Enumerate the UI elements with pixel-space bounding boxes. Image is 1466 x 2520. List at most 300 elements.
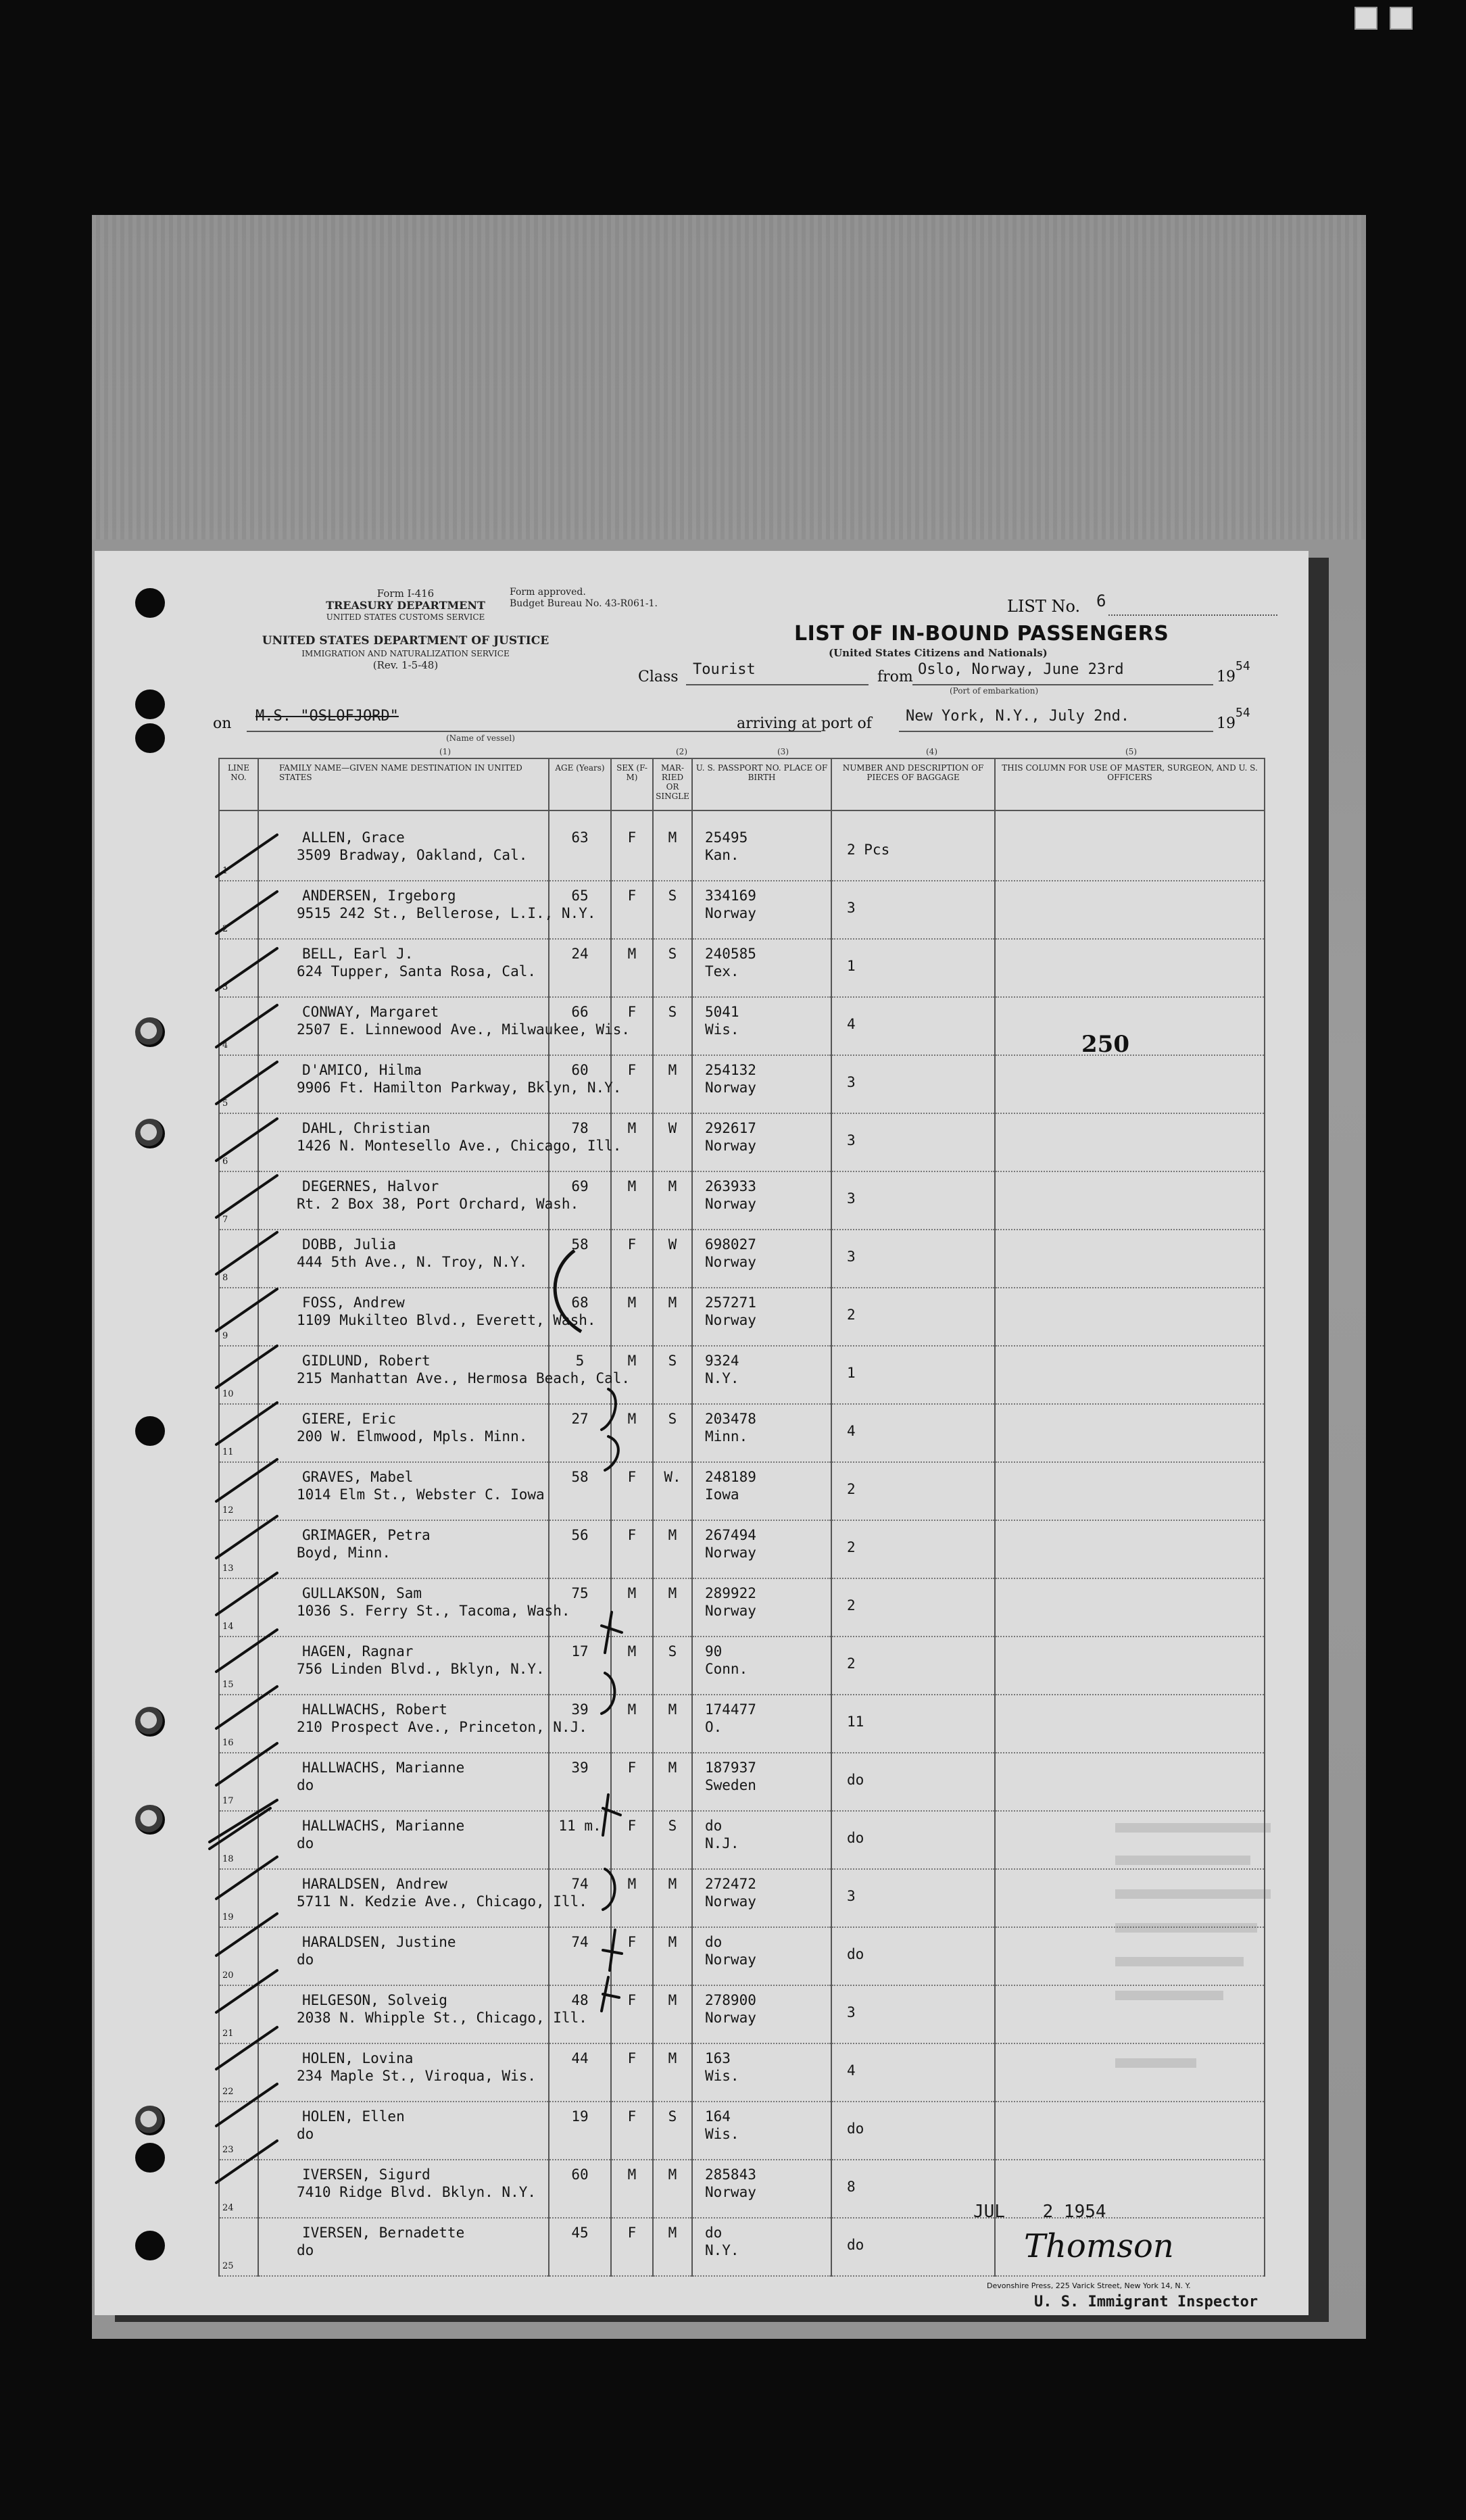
sex-cell-sex: F bbox=[627, 1934, 637, 1950]
passenger-name-dest-name: DAHL, Christian bbox=[302, 1120, 431, 1136]
passport-cell-pp: do bbox=[705, 1818, 723, 1834]
passport-cell-pob: Norway bbox=[705, 1196, 756, 1212]
age-cell-age: 39 bbox=[571, 1701, 589, 1718]
line-number-line: 20 bbox=[222, 1970, 234, 1981]
officer-cell bbox=[995, 1346, 1265, 1404]
passenger-name-dest-name: HARALDSEN, Andrew bbox=[302, 1876, 447, 1892]
baggage-cell bbox=[831, 1113, 995, 1171]
arriving-label: arriving at port of bbox=[737, 715, 872, 732]
age-cell-age: 60 bbox=[571, 1062, 589, 1078]
binder-hole bbox=[135, 1017, 165, 1047]
line-number-line: 22 bbox=[222, 2087, 234, 2097]
passenger-name-dest-dest: 624 Tupper, Santa Rosa, Cal. bbox=[297, 963, 537, 979]
class-label: Class bbox=[638, 669, 679, 685]
table-row bbox=[219, 1578, 1265, 1637]
sex-cell-sex: F bbox=[627, 1818, 637, 1834]
line-number-line: 5 bbox=[222, 1098, 228, 1109]
passport-cell bbox=[692, 1811, 831, 1869]
line-number-line: 10 bbox=[222, 1389, 234, 1399]
marital-cell-ms: W. bbox=[664, 1469, 681, 1485]
marital-cell-ms: S bbox=[668, 1643, 677, 1659]
age-cell-age: 19 bbox=[571, 2108, 589, 2125]
table-row bbox=[219, 1230, 1265, 1288]
line-number-line: 19 bbox=[222, 1912, 234, 1922]
table-header bbox=[219, 758, 1265, 810]
passenger-name-dest-name: HALLWACHS, Robert bbox=[302, 1701, 447, 1718]
age-cell-age: 75 bbox=[571, 1585, 589, 1601]
bleed-through bbox=[1115, 1823, 1271, 1833]
marital-cell-ms: M bbox=[668, 1527, 677, 1543]
age-cell-age: 66 bbox=[571, 1004, 589, 1020]
sex-cell bbox=[611, 881, 653, 939]
line-number-line: 1 bbox=[222, 866, 228, 876]
embarkation-hint: (Port of embarkation) bbox=[950, 686, 1039, 696]
bleed-through bbox=[1115, 1889, 1271, 1899]
passenger-name-dest-name: DOBB, Julia bbox=[302, 1236, 397, 1253]
passenger-name-dest-name: IVERSEN, Bernadette bbox=[302, 2225, 465, 2241]
passport-cell-pob: Norway bbox=[705, 1080, 756, 1096]
col-married: MAR-RIED OR SINGLE bbox=[653, 758, 692, 810]
passenger-name-dest-dest: 215 Manhattan Ave., Hermosa Beach, Cal. bbox=[297, 1370, 631, 1386]
sex-cell bbox=[611, 1288, 653, 1346]
line-number-line: 3 bbox=[222, 982, 228, 992]
sex-cell bbox=[611, 1230, 653, 1288]
sex-cell-sex: F bbox=[627, 888, 637, 904]
baggage-cell-bag: do bbox=[847, 2237, 864, 2253]
baggage-cell bbox=[831, 1171, 995, 1230]
table-row bbox=[219, 1637, 1265, 1695]
passport-cell-pob: Norway bbox=[705, 1952, 756, 1968]
sex-cell-sex: M bbox=[627, 1701, 637, 1718]
bleed-through bbox=[1115, 1856, 1250, 1865]
list-no-value: 6 bbox=[1096, 591, 1106, 610]
customs-service: UNITED STATES CUSTOMS SERVICE bbox=[326, 612, 485, 622]
baggage-cell bbox=[831, 1578, 995, 1637]
age-cell-age: 5 bbox=[575, 1353, 585, 1369]
table-row bbox=[219, 823, 1265, 881]
passport-cell bbox=[692, 1113, 831, 1171]
passport-cell-pob: Norway bbox=[705, 1312, 756, 1328]
officer-cell bbox=[995, 881, 1265, 939]
officer-cell bbox=[995, 997, 1265, 1055]
justice-dept: UNITED STATES DEPARTMENT OF JUSTICE bbox=[262, 634, 549, 648]
line-number-line: 7 bbox=[222, 1215, 228, 1225]
marital-cell bbox=[653, 1230, 692, 1288]
baggage-cell bbox=[831, 881, 995, 939]
table-row bbox=[219, 1171, 1265, 1230]
passenger-name-dest-name: HOLEN, Lovina bbox=[302, 2050, 414, 2066]
officer-cell bbox=[995, 1695, 1265, 1753]
line-number-line: 21 bbox=[222, 2029, 234, 2039]
passport-cell-pp: 90 bbox=[705, 1643, 723, 1659]
board-texture bbox=[92, 215, 1366, 539]
passport-cell-pp: 698027 bbox=[705, 1236, 756, 1253]
list-no-underline bbox=[1108, 614, 1277, 616]
vessel-underline bbox=[247, 731, 821, 732]
age-cell bbox=[549, 823, 611, 881]
passport-cell-pob: Iowa bbox=[705, 1486, 739, 1503]
baggage-cell bbox=[831, 2160, 995, 2218]
passport-cell bbox=[692, 1462, 831, 1520]
on-label: on bbox=[213, 715, 232, 732]
passport-cell bbox=[692, 1230, 831, 1288]
passenger-name-dest-name: FOSS, Andrew bbox=[302, 1294, 405, 1311]
marital-cell-ms: M bbox=[668, 1876, 677, 1892]
table-row bbox=[219, 881, 1265, 939]
baggage-cell-bag: 3 bbox=[847, 1888, 856, 1904]
age-annotations bbox=[595, 1382, 676, 2329]
age-cell-age: 27 bbox=[571, 1411, 589, 1427]
passport-cell-pp: 254132 bbox=[705, 1062, 756, 1078]
passenger-name-dest-dest: 7410 Ridge Blvd. Bklyn. N.Y. bbox=[297, 2184, 537, 2200]
passport-cell-pob: Kan. bbox=[705, 847, 739, 863]
passenger-name-dest-dest: 9515 242 St., Bellerose, L.I., N.Y. bbox=[297, 905, 596, 921]
officer-cell bbox=[995, 1171, 1265, 1230]
age-cell-age: 56 bbox=[571, 1527, 589, 1543]
age-cell-age: 74 bbox=[571, 1876, 589, 1892]
passport-cell-pob: Norway bbox=[705, 1254, 756, 1270]
table-row bbox=[219, 1811, 1265, 1869]
marital-cell-ms: S bbox=[668, 888, 677, 904]
age-cell-age: 63 bbox=[571, 829, 589, 846]
passport-cell-pp: 278900 bbox=[705, 1992, 756, 2008]
table-row bbox=[219, 1520, 1265, 1578]
line-number-line: 2 bbox=[222, 924, 228, 934]
passenger-name-dest-dest: 2038 N. Whipple St., Chicago, Ill. bbox=[297, 2010, 587, 2026]
passport-cell bbox=[692, 2043, 831, 2102]
baggage-cell bbox=[831, 1869, 995, 1927]
passenger-name-dest-dest: do bbox=[297, 1952, 314, 1968]
table-row bbox=[219, 1927, 1265, 1985]
page-title: LIST OF IN-BOUND PASSENGERS bbox=[794, 622, 1169, 646]
sex-cell bbox=[611, 823, 653, 881]
baggage-cell-bag: 8 bbox=[847, 2179, 856, 2195]
passport-cell-pp: 334169 bbox=[705, 888, 756, 904]
passenger-name-dest-name: GRAVES, Mabel bbox=[302, 1469, 414, 1485]
passport-cell-pp: 263933 bbox=[705, 1178, 756, 1194]
bleed-through bbox=[1115, 1923, 1257, 1933]
passport-cell bbox=[692, 1346, 831, 1404]
binder-hole bbox=[135, 1119, 165, 1148]
age-cell-age: 45 bbox=[571, 2225, 589, 2241]
officer-cell bbox=[995, 1404, 1265, 1462]
bleed-through bbox=[1115, 2058, 1196, 2068]
sex-cell bbox=[611, 1171, 653, 1230]
marital-cell-ms: M bbox=[668, 1294, 677, 1311]
binder-hole bbox=[135, 1416, 165, 1446]
passenger-name-dest-name: GULLAKSON, Sam bbox=[302, 1585, 422, 1601]
officer-cell bbox=[995, 1578, 1265, 1637]
year-suffix-1: 54 bbox=[1236, 659, 1250, 673]
window-tab-left bbox=[1354, 7, 1377, 30]
revision: (Rev. 1-5-48) bbox=[372, 659, 439, 671]
baggage-cell-bag: 11 bbox=[847, 1714, 864, 1730]
passenger-name-dest-dest: Boyd, Minn. bbox=[297, 1545, 391, 1561]
age-cell-age: 11 m. bbox=[558, 1818, 602, 1834]
binder-hole bbox=[135, 2143, 165, 2173]
passport-cell-pp: do bbox=[705, 1934, 723, 1950]
line-number-line: 25 bbox=[222, 2261, 234, 2271]
list-no-label: LIST No. bbox=[1007, 597, 1081, 616]
passport-cell bbox=[692, 1520, 831, 1578]
baggage-cell bbox=[831, 823, 995, 881]
line-number-line: 6 bbox=[222, 1157, 228, 1167]
sex-cell-sex: M bbox=[627, 2166, 637, 2183]
passport-cell bbox=[692, 2160, 831, 2218]
age-cell-age: 65 bbox=[571, 888, 589, 904]
passenger-name-dest-name: DEGERNES, Halvor bbox=[302, 1178, 439, 1194]
table-row bbox=[219, 2102, 1265, 2160]
passenger-name-dest-name: HAGEN, Ragnar bbox=[302, 1643, 414, 1659]
baggage-cell bbox=[831, 997, 995, 1055]
age-cell-age: 74 bbox=[571, 1934, 589, 1950]
passport-cell-pob: Conn. bbox=[705, 1661, 748, 1677]
passport-cell bbox=[692, 2218, 831, 2276]
table-row bbox=[219, 1346, 1265, 1404]
passport-cell-pob: N.J. bbox=[705, 1835, 739, 1851]
passport-cell bbox=[692, 1578, 831, 1637]
binder-hole bbox=[135, 2106, 165, 2135]
baggage-cell-bag: 2 bbox=[847, 1539, 856, 1555]
passport-cell bbox=[692, 2102, 831, 2160]
col-age: AGE (Years) bbox=[549, 758, 611, 810]
sex-cell-sex: M bbox=[627, 1120, 637, 1136]
baggage-cell-bag: 1 bbox=[847, 1365, 856, 1381]
baggage-cell-bag: 3 bbox=[847, 1249, 856, 1265]
marital-cell bbox=[653, 997, 692, 1055]
passport-cell bbox=[692, 1985, 831, 2043]
table-row bbox=[219, 1404, 1265, 1462]
passenger-name-dest-dest: 3509 Bradway, Oakland, Cal. bbox=[297, 847, 528, 863]
baggage-cell-bag: 3 bbox=[847, 1190, 856, 1207]
line-number-line: 13 bbox=[222, 1564, 234, 1574]
col-number-5: (5) bbox=[1125, 747, 1137, 756]
passport-cell bbox=[692, 939, 831, 997]
line-number-line: 8 bbox=[222, 1273, 228, 1283]
vessel-hint: (Name of vessel) bbox=[446, 733, 515, 743]
passport-cell-pob: Wis. bbox=[705, 2068, 739, 2084]
baggage-cell-bag: 1 bbox=[847, 958, 856, 974]
officer-cell bbox=[995, 1520, 1265, 1578]
line-number-line: 14 bbox=[222, 1622, 234, 1632]
passenger-name-dest-name: GIDLUND, Robert bbox=[302, 1353, 431, 1369]
marital-cell-ms: M bbox=[668, 2166, 677, 2183]
baggage-cell bbox=[831, 2218, 995, 2276]
passport-cell-pp: 272472 bbox=[705, 1876, 756, 1892]
baggage-cell-bag: 4 bbox=[847, 1016, 856, 1032]
table-row bbox=[219, 1985, 1265, 2043]
sex-cell-sex: M bbox=[627, 1353, 637, 1369]
baggage-cell-bag: do bbox=[847, 1830, 864, 1846]
binder-hole bbox=[135, 588, 165, 618]
age-cell-age: 58 bbox=[571, 1236, 589, 1253]
age-cell-age: 78 bbox=[571, 1120, 589, 1136]
passenger-name-dest-dest: 756 Linden Blvd., Bklyn, N.Y. bbox=[297, 1661, 545, 1677]
col-number-4: (4) bbox=[926, 747, 937, 756]
marital-cell-ms: S bbox=[668, 1353, 677, 1369]
passenger-name-dest-name: HOLEN, Ellen bbox=[302, 2108, 405, 2125]
sex-cell-sex: F bbox=[627, 1469, 637, 1485]
baggage-cell bbox=[831, 1462, 995, 1520]
table-row bbox=[219, 1288, 1265, 1346]
sex-cell-sex: M bbox=[627, 1411, 637, 1427]
baggage-cell-bag: 3 bbox=[847, 1132, 856, 1148]
passenger-name-dest-dest: do bbox=[297, 1835, 314, 1851]
form-approved: Form approved. Budget Bureau No. 43-R061-1. bbox=[510, 587, 658, 609]
marital-cell-ms: M bbox=[668, 2225, 677, 2241]
table-row bbox=[219, 1695, 1265, 1753]
marital-cell bbox=[653, 823, 692, 881]
bleed-through bbox=[1115, 1957, 1244, 1966]
passport-cell-pp: 203478 bbox=[705, 1411, 756, 1427]
passport-cell-pob: N.Y. bbox=[705, 1370, 739, 1386]
class-underline bbox=[686, 684, 869, 685]
passport-cell-pp: do bbox=[705, 2225, 723, 2241]
sex-cell-sex: F bbox=[627, 1760, 637, 1776]
baggage-cell-bag: 3 bbox=[847, 2004, 856, 2020]
passenger-name-dest-name: ANDERSEN, Irgeborg bbox=[302, 888, 456, 904]
passenger-name-dest-dest: 1426 N. Montesello Ave., Chicago, Ill. bbox=[297, 1138, 622, 1154]
passenger-name-dest-name: HARALDSEN, Justine bbox=[302, 1934, 456, 1950]
age-cell-age: 58 bbox=[571, 1469, 589, 1485]
stamp-month: JUL bbox=[973, 2202, 1005, 2222]
baggage-cell bbox=[831, 939, 995, 997]
year-prefix-1: 19 bbox=[1217, 669, 1236, 685]
passenger-name-dest-name: HALLWACHS, Marianne bbox=[302, 1818, 465, 1834]
officer-cell bbox=[995, 1055, 1265, 1113]
age-cell-age: 44 bbox=[571, 2050, 589, 2066]
baggage-cell bbox=[831, 1753, 995, 1811]
bracket-mark bbox=[541, 1244, 595, 1338]
marital-cell-ms: M bbox=[668, 1585, 677, 1601]
marital-cell bbox=[653, 1113, 692, 1171]
passport-cell-pob: Norway bbox=[705, 905, 756, 921]
passport-cell bbox=[692, 1927, 831, 1985]
officer-cell bbox=[995, 1113, 1265, 1171]
passport-cell-pp: 25495 bbox=[705, 829, 748, 846]
baggage-cell bbox=[831, 1927, 995, 1985]
baggage-cell bbox=[831, 1288, 995, 1346]
sex-cell-sex: M bbox=[627, 1585, 637, 1601]
sex-cell-sex: F bbox=[627, 1004, 637, 1020]
marital-cell bbox=[653, 1171, 692, 1230]
baggage-cell-bag: 2 bbox=[847, 1597, 856, 1614]
passenger-name-dest-dest: 1109 Mukilteo Blvd., Everett, Wash. bbox=[297, 1312, 596, 1328]
passport-cell-pob: Tex. bbox=[705, 963, 739, 979]
baggage-cell-bag: 2 bbox=[847, 1307, 856, 1323]
sex-cell-sex: F bbox=[627, 1062, 637, 1078]
passenger-name-dest-dest: 9906 Ft. Hamilton Parkway, Bklyn, N.Y. bbox=[297, 1080, 622, 1096]
marital-cell-ms: S bbox=[668, 2108, 677, 2125]
passenger-name-dest-dest: 5711 N. Kedzie Ave., Chicago, Ill. bbox=[297, 1893, 587, 1910]
baggage-cell bbox=[831, 1230, 995, 1288]
table-row bbox=[219, 1869, 1265, 1927]
col-name: FAMILY NAME—GIVEN NAME DESTINATION IN UNITED STATES bbox=[258, 758, 549, 810]
baggage-cell bbox=[831, 1520, 995, 1578]
passport-cell-pp: 257271 bbox=[705, 1294, 756, 1311]
passport-cell-pp: 292617 bbox=[705, 1120, 756, 1136]
baggage-cell-bag: 4 bbox=[847, 2062, 856, 2079]
line-number-line: 16 bbox=[222, 1738, 234, 1748]
passenger-name-dest-name: ALLEN, Grace bbox=[302, 829, 405, 846]
baggage-cell bbox=[831, 2102, 995, 2160]
passport-cell-pp: 187937 bbox=[705, 1760, 756, 1776]
col-number-1: (1) bbox=[439, 747, 451, 756]
passenger-name-dest-dest: 1014 Elm St., Webster C. Iowa bbox=[297, 1486, 545, 1503]
printer-imprint: Devonshire Press, 225 Varick Street, New York 14, N. Y. bbox=[987, 2281, 1191, 2290]
col-number-2: (2) bbox=[676, 747, 687, 756]
received-stamp bbox=[973, 2202, 1106, 2222]
passport-cell-pob: Norway bbox=[705, 1893, 756, 1910]
passenger-name-dest-dest: 2507 E. Linnewood Ave., Milwaukee, Wis. bbox=[297, 1021, 631, 1038]
baggage-cell bbox=[831, 1404, 995, 1462]
passport-cell-pob: Norway bbox=[705, 2010, 756, 2026]
baggage-cell bbox=[831, 2043, 995, 2102]
passenger-name-dest-name: BELL, Earl J. bbox=[302, 946, 414, 962]
passenger-name-dest-dest: 444 5th Ave., N. Troy, N.Y. bbox=[297, 1254, 528, 1270]
age-cell-age: 69 bbox=[571, 1178, 589, 1194]
passport-cell-pob: Norway bbox=[705, 1138, 756, 1154]
marital-cell bbox=[653, 1055, 692, 1113]
sex-cell-sex: M bbox=[627, 1294, 637, 1311]
passport-cell bbox=[692, 1695, 831, 1753]
passenger-table bbox=[218, 758, 1265, 2277]
table-row bbox=[219, 1055, 1265, 1113]
col-number-3: (3) bbox=[777, 747, 789, 756]
inspector-title: U. S. Immigrant Inspector bbox=[1034, 2294, 1259, 2310]
baggage-cell-bag: 3 bbox=[847, 900, 856, 916]
manifest-sheet bbox=[95, 551, 1309, 2315]
marital-cell-ms: M bbox=[668, 1178, 677, 1194]
sex-cell-sex: M bbox=[627, 1178, 637, 1194]
baggage-cell bbox=[831, 1055, 995, 1113]
baggage-cell bbox=[831, 1346, 995, 1404]
baggage-cell bbox=[831, 1637, 995, 1695]
table-row bbox=[219, 939, 1265, 997]
passenger-name-dest-dest: do bbox=[297, 2242, 314, 2258]
passport-cell bbox=[692, 1637, 831, 1695]
passport-cell-pp: 174477 bbox=[705, 1701, 756, 1718]
line-number-line: 18 bbox=[222, 1854, 234, 1864]
officer-cell bbox=[995, 823, 1265, 881]
marital-cell-ms: S bbox=[668, 1411, 677, 1427]
marital-cell-ms: S bbox=[668, 1818, 677, 1834]
binder-hole bbox=[135, 689, 165, 719]
passport-cell-pp: 5041 bbox=[705, 1004, 739, 1020]
table-row bbox=[219, 1113, 1265, 1171]
baggage-cell-bag: do bbox=[847, 1772, 864, 1788]
baggage-cell-bag: 2 bbox=[847, 1481, 856, 1497]
marital-cell-ms: W bbox=[668, 1120, 677, 1136]
marital-cell-ms: M bbox=[668, 1062, 677, 1078]
baggage-cell bbox=[831, 1811, 995, 1869]
table-row bbox=[219, 2160, 1265, 2218]
baggage-cell-bag: do bbox=[847, 1946, 864, 1962]
table-row bbox=[219, 2043, 1265, 2102]
marital-cell bbox=[653, 939, 692, 997]
year-prefix-2: 19 bbox=[1217, 715, 1236, 732]
sex-cell-sex: M bbox=[627, 1876, 637, 1892]
line-number-line: 17 bbox=[222, 1796, 234, 1806]
passport-cell bbox=[692, 1171, 831, 1230]
passport-cell-pp: 163 bbox=[705, 2050, 731, 2066]
page-subtitle: (United States Citizens and Nationals) bbox=[829, 647, 1048, 659]
from-underline bbox=[912, 684, 1213, 685]
marital-cell-ms: M bbox=[668, 829, 677, 846]
sex-cell-sex: F bbox=[627, 1527, 637, 1543]
line-number-line: 9 bbox=[222, 1331, 228, 1341]
passport-cell-pob: Norway bbox=[705, 1603, 756, 1619]
